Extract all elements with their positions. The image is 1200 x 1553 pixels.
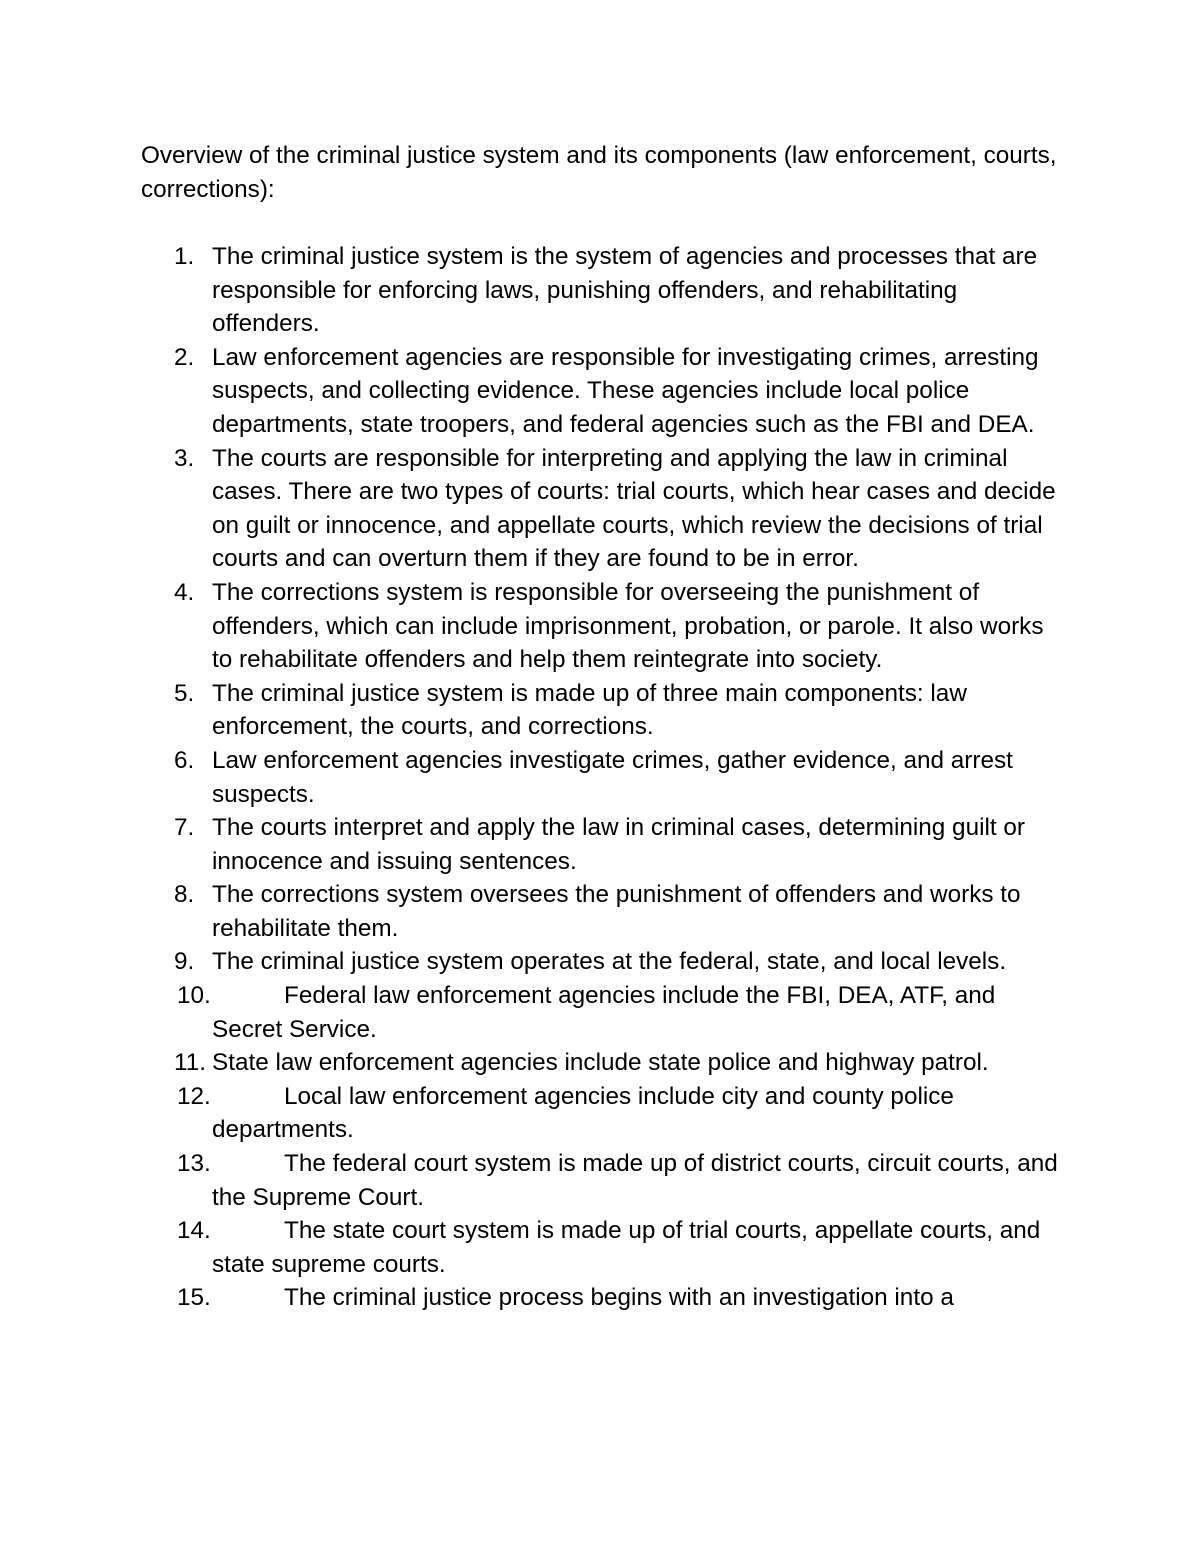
list-item: [141, 945, 1061, 979]
list-item: [141, 744, 1061, 811]
list-item: [141, 1214, 1061, 1281]
list-item-text: The criminal justice system is the system of agencies and processes that are responsible for enforcing laws, punishing offenders, and rehabilitating offenders.: [212, 243, 1038, 338]
list-item-text: Local law enforcement agencies include city and county police departments.: [212, 1082, 954, 1144]
list-item: [141, 1080, 1061, 1147]
list-item-number: 6.: [174, 746, 195, 774]
list-item-number: 5.: [174, 679, 195, 707]
list-item-number: 4.: [174, 578, 195, 606]
list-item-number: 9.: [174, 948, 195, 976]
document-heading: Overview of the criminal justice system and its components (law enforcement, courts, corrections):: [141, 142, 1057, 203]
document-body: [141, 139, 1061, 1315]
list-item: [141, 1046, 1061, 1080]
list-item: [141, 442, 1061, 576]
list-item-text: The criminal justice system operates at the federal, state, and local levels.: [212, 948, 1007, 976]
list-item-text: The corrections system is responsible for overseeing the punishment of offenders, which can include imprisonment, probation, or parole. It also works to rehabilitate offenders and help them reintegrate into society.: [212, 578, 1044, 674]
list-item-number: 13.: [177, 1150, 211, 1178]
list-item: [141, 1147, 1061, 1214]
list-item: [141, 811, 1061, 878]
list-item-text: Law enforcement agencies investigate crimes, gather evidence, and arrest suspects.: [212, 746, 1013, 808]
list-item-number: 8.: [174, 881, 195, 909]
list-item-number: 10.: [177, 982, 211, 1010]
list-item-text: The state court system is made up of trial courts, appellate courts, and state supreme courts.: [212, 1217, 1041, 1278]
list-item-text: Law enforcement agencies are responsible for investigating crimes, arresting suspects, and collecting evidence. These agencies include local police departments, state troopers, and federal agencies such as the FBI and DEA.: [212, 343, 1039, 438]
list-item-number: 1.: [174, 243, 195, 270]
list-item: [141, 341, 1061, 442]
list-item: [141, 1281, 1061, 1315]
list-item-text: The criminal justice system is made up of three main components: law enforcement, the courts, and corrections.: [212, 679, 967, 741]
numbered-list: [141, 240, 1061, 1315]
list-item-text: The federal court system is made up of district courts, circuit courts, and the Supreme Court.: [212, 1150, 1058, 1211]
list-item-number: 3.: [174, 444, 195, 472]
list-item: [141, 979, 1061, 1046]
list-item-text: The courts interpret and apply the law in criminal cases, determining guilt or innocence and issuing sentences.: [212, 814, 1025, 875]
list-item-text: State law enforcement agencies include state police and highway patrol.: [212, 1049, 989, 1077]
list-item: [141, 677, 1061, 744]
list-item-text: The courts are responsible for interpreting and applying the law in criminal cases. There are two types of courts: trial courts, which hear cases and decide on guilt or innocence, and appellate courts, which review the decisions of trial courts and can overturn them if they are found to be in error.: [212, 444, 1056, 573]
list-item-number: 7.: [174, 814, 195, 842]
list-item-number: 2.: [174, 343, 195, 371]
list-item: [141, 878, 1061, 945]
list-item-number: 12.: [177, 1082, 211, 1110]
list-item-text: The criminal justice process begins with an investigation into a: [284, 1284, 954, 1312]
list-item: [141, 576, 1061, 677]
list-item-text: Federal law enforcement agencies include the FBI, DEA, ATF, and Secret Service.: [212, 982, 996, 1043]
list-item: [141, 240, 1061, 341]
list-item-number: 15.: [177, 1284, 211, 1312]
list-item-number: 14.: [177, 1217, 211, 1245]
list-item-number: 11.: [174, 1049, 206, 1077]
list-item-text: The corrections system oversees the punishment of offenders and works to rehabilitate them.: [212, 881, 1021, 942]
